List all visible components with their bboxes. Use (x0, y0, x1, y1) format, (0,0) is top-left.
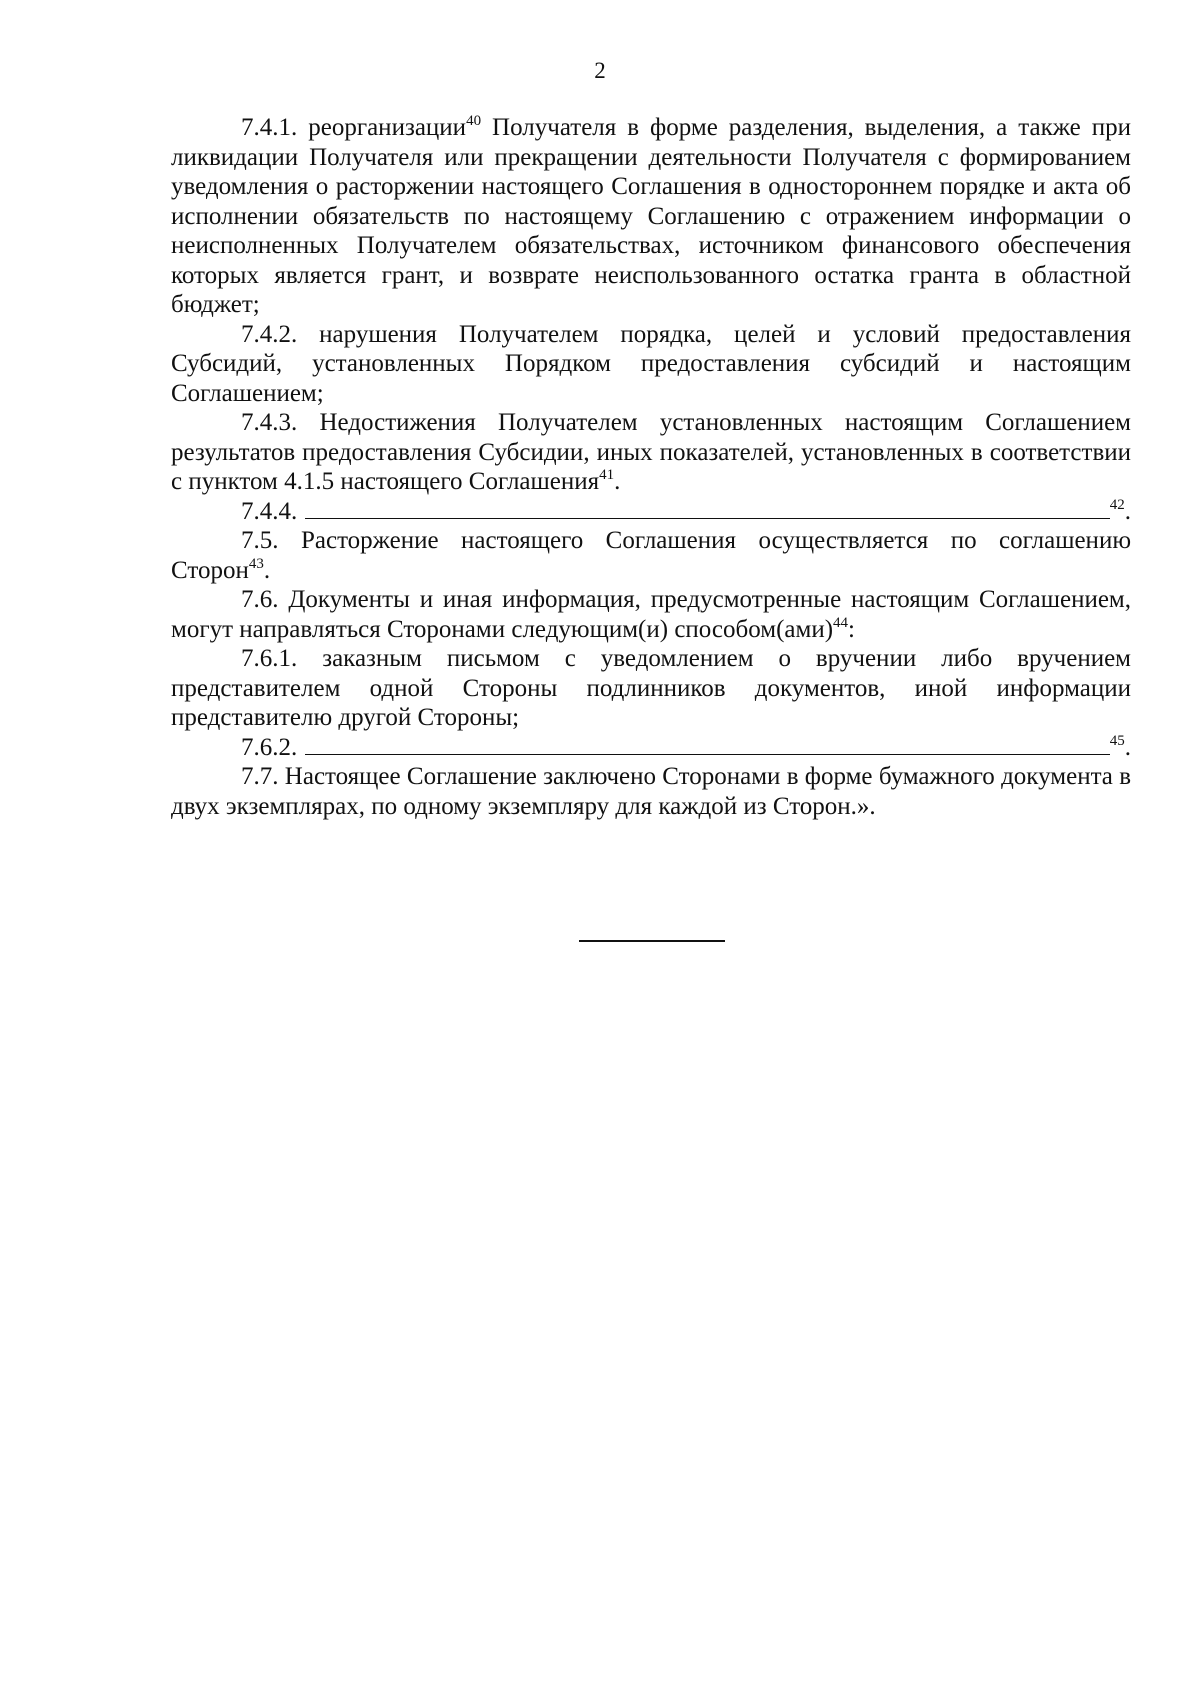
clause-7-6-text-b: : (848, 615, 855, 643)
footnote-ref-44: 44 (833, 614, 849, 631)
footnote-ref-43: 43 (248, 555, 264, 572)
clause-7-4-3 (171, 408, 1131, 497)
clause-7-4-3-text-a: 7.4.3. Недостижения Получателем установленных настоящим Соглашением результатов предоставления Субсидии, иных показателей, установленных в соответствии с пунктом 4.1.5 настоящего Соглашения (171, 409, 1131, 495)
clause-7-6-2 (171, 733, 1131, 763)
footnote-ref-45: 45 (1109, 732, 1125, 749)
clause-7-4-4-number: 7.4.4. (241, 497, 298, 525)
clause-7-6-2-end: . (1124, 733, 1131, 761)
clause-7-4-4-tail (1110, 497, 1131, 527)
clause-7-4-3-text-b: . (614, 468, 621, 495)
clause-7-4-2: 7.4.2. нарушения Получателем порядка, целей и условий предоставления Субсидий, установленных Порядком предоставления субсидий и настоящим Соглашением; (171, 320, 1131, 407)
clause-7-5-text-b: . (263, 556, 271, 584)
clause-7-4-1 (171, 113, 1131, 320)
footnote-ref-41: 41 (599, 467, 615, 483)
clause-7-5-text-a: 7.5. Расторжение настоящего Соглашения осуществляется по соглашению Сторон (171, 527, 1131, 584)
clause-7-6-2-fill-line (305, 734, 1110, 755)
document-body (171, 113, 1131, 821)
clause-7-6-2-tail (1110, 733, 1131, 763)
clause-7-5 (171, 526, 1131, 585)
clause-7-6-1: 7.6.1. заказным письмом с уведомлением о вручении либо вручением представителем одной Стороны подлинников документов, иной информации представителю другой Стороны; (171, 645, 1131, 731)
clause-7-6-text-a: 7.6. Документы и иная информация, предусмотренные настоящим Соглашением, могут направляться Сторонами следующим(и) способом(ами) (171, 586, 1131, 643)
clause-7-4-4-end: . (1124, 497, 1131, 525)
clause-7-6 (171, 585, 1131, 644)
end-of-text-divider (579, 940, 725, 942)
clause-7-4-1-text-b: Получателя в форме разделения, выделения, а также при ликвидации Получателя или прекращении деятельности Получателя с формированием уведомления о расторжении настоящего Соглашения в одностороннем порядке и акта об исполнении обязательств по настоящему Соглашению с отражением информации о неисполненных Получателем обязательствах, источником финансового обеспечения которых является грант, и возврате неиспользованного остатка гранта в областной бюджет; (171, 114, 1132, 318)
footnote-ref-42: 42 (1109, 496, 1125, 513)
clause-7-4-1-text-a: 7.4.1. реорганизации (241, 114, 467, 141)
clause-7-4-4 (171, 497, 1131, 527)
clause-7-6-2-number: 7.6.2. (241, 733, 298, 761)
clause-7-4-4-fill-line (305, 498, 1110, 519)
footnote-ref-40: 40 (466, 113, 482, 129)
page-number: 2 (594, 58, 606, 83)
clause-7-7: 7.7. Настоящее Соглашение заключено Сторонами в форме бумажного документа в двух экземплярах, по одному экземпляру для каждой из Сторон.». (171, 763, 1131, 820)
